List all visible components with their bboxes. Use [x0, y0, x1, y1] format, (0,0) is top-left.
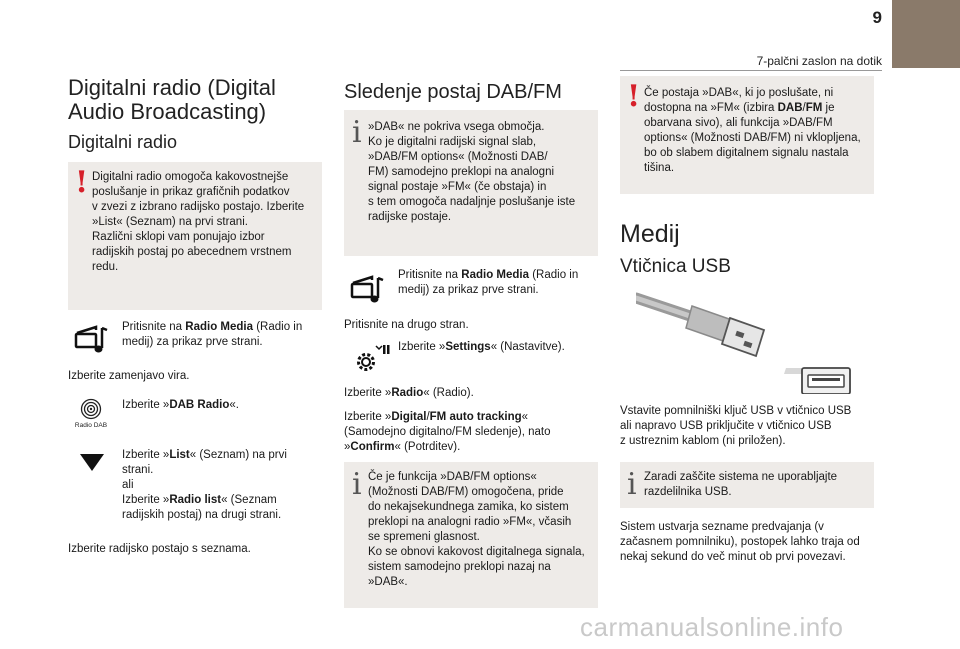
col1-title — [68, 76, 328, 124]
header-divider — [620, 70, 882, 71]
warning-icon: ! — [627, 79, 641, 114]
select-radio: Izberite »Radio« (Radio). — [344, 387, 474, 399]
section-title: 7-palčni zaslon na dotik — [756, 54, 882, 68]
second-page-text: Pritisnite na drugo stran. — [344, 319, 469, 331]
col1-subtitle: Digitalni radio — [68, 132, 178, 152]
warning-text-dab-fm: Če postaja »DAB«, ki jo poslušate, ni dostopna na »FM« (izbira DAB/FM je obarvana sivo), ali funkcija »DAB/FM options« (Možnosti DAB/FM) ni vklopljena, bo ob slabem digitalnem signalu nastala tišina. — [644, 87, 861, 174]
select-band-text: Izberite zamenjavo vira. — [68, 370, 190, 382]
select-settings: Izberite »Settings« (Nastavitve). — [398, 341, 565, 353]
select-list-text: Izberite »List« (Seznam) na prvi strani. ali Izberite »Radio list« (Seznam radijskih postaj) na drugi strani. — [122, 449, 287, 521]
title-line-2: Audio Broadcasting) — [68, 99, 267, 124]
press-radio-media-col1: Pritisnite na Radio Media (Radio in medij) za prikaz prve strani. — [122, 321, 303, 348]
info-text-dab: »DAB« ne pokriva vsega območja. Ko je digitalni radijski signal slab, »DAB/FM options« (Možnosti DAB/ FM) samodejno preklopi na analogni signal postaje »FM« (če obstaja) in s tem omogoča nadaljnje poslušanje iste radijske postaje. — [368, 121, 576, 223]
radio-dab-label: Radio DAB — [74, 422, 108, 429]
radio-media-icon — [350, 272, 384, 306]
warning-text-digital-radio: Digitalni radio omogoča kakovostnejše poslušanje in prikaz grafičnih podatkov v zvezi z izbrano radijsko postajo. Izberite »List« (Seznam) na prvi strani. Različni sklopi vam ponujajo izbor radijskih postaj po abecednem vrstnem redu. — [92, 171, 305, 273]
info-icon: i — [627, 467, 637, 502]
usb-instructions: Vstavite pomnilniški ključ USB v vtičnico USB ali napravo USB priključite v vtičnico USB z ustreznim kablom (ni priložen). — [620, 405, 852, 447]
playlist-text: Sistem ustvarja sezname predvajanja (v začasnem pomnilniku), postopek lahko traja od nekaj sekund do več minut ob prvi povezavi. — [620, 521, 860, 563]
triangle-down-icon — [79, 452, 105, 472]
usb-title: Vtičnica USB — [620, 256, 731, 277]
usb-plug-illustration — [636, 284, 856, 394]
info-text-dab-fm: Če je funkcija »DAB/FM options« (Možnosti DAB/FM) omogočena, pride do nekajsekundnega zamika, ko sistem preklopi na analogni radio »FM«, včasih se spremeni glasnost. Ko se obnovi kakovost digitalnega signala, sistem samodejno preklopi nazaj na »DAB«. — [368, 471, 585, 588]
page-tab — [892, 0, 960, 68]
info-text-usb-hub: Zaradi zaščite sistema ne uporabljajte razdelilnika USB. — [644, 471, 838, 498]
col2-title: Sledenje postaj DAB/FM — [344, 81, 562, 103]
info-icon: i — [352, 467, 362, 502]
title-line-1: Digitalni radio (Digital — [68, 75, 276, 100]
warning-icon: ! — [75, 165, 89, 200]
radio-dab-icon — [80, 398, 102, 420]
select-dab-radio: Izberite »DAB Radio«. — [122, 399, 239, 411]
media-title: Medij — [620, 220, 680, 248]
select-station-text: Izberite radijsko postajo s seznama. — [68, 543, 251, 555]
radio-media-icon — [74, 322, 108, 356]
select-auto-tracking: Izberite »Digital/FM auto tracking« (Samodejno digitalno/FM sledenje), nato »Confirm« (Potrditev). — [344, 411, 551, 453]
press-radio-media-col2: Pritisnite na Radio Media (Radio in medij) za prikaz prve strani. — [398, 269, 579, 296]
page-number: 9 — [872, 8, 882, 27]
settings-gear-icon — [354, 342, 390, 374]
watermark: carmanualsonline.info — [580, 612, 844, 642]
info-icon: i — [352, 115, 362, 150]
